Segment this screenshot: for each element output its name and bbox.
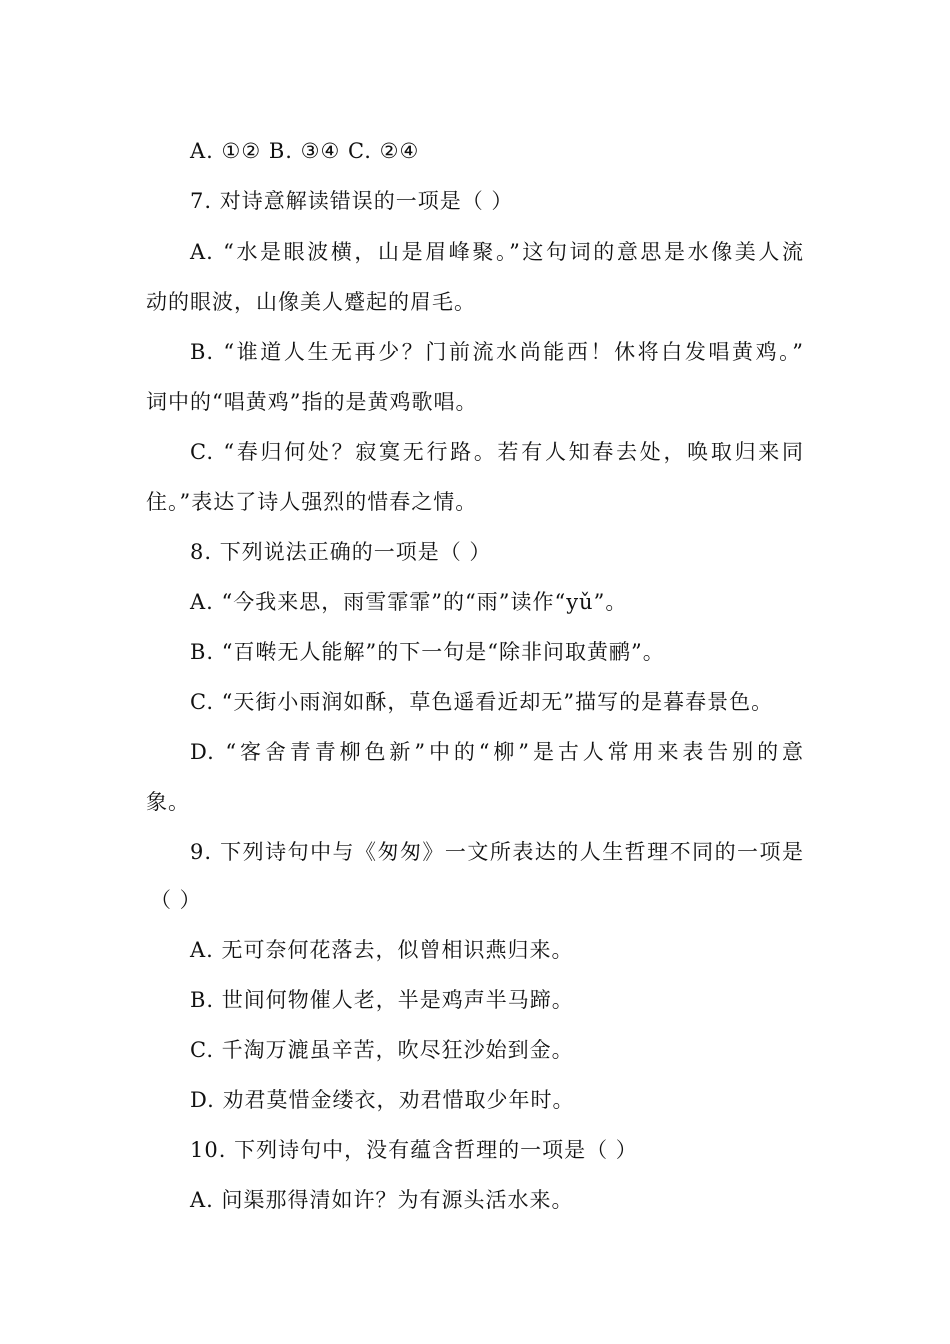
q6-options-line: A. ①② B. ③④ C. ②④ — [190, 139, 420, 163]
q7-option-a-line1: A. “水是眼波横，山是眉峰聚。”这句词的意思是水像美人流 — [190, 240, 804, 264]
q7-option-c-line1: C. “春归何处？寂寞无行路。若有人知春去处，唤取归来同 — [190, 440, 804, 464]
q8-option-a: A. “今我来思，雨雪霏霏”的“雨”读作“yǔ”。 — [190, 590, 628, 614]
q8-option-d-line1: D. “客舍青青柳色新”中的“柳”是古人常用来表告别的意 — [190, 740, 804, 764]
q7-option-b-line1: B. “谁道人生无再少？门前流水尚能西！休将白发唱黄鸡。” — [190, 340, 804, 364]
q7-option-b-line2: 词中的“唱黄鸡”指的是黄鸡歌唱。 — [146, 390, 478, 414]
q7-question: 7. 对诗意解读错误的一项是（ ） — [190, 189, 514, 213]
q10-question: 10. 下列诗句中，没有蕴含哲理的一项是（ ） — [190, 1138, 638, 1162]
q9-option-b: B. 世间何物催人老，半是鸡声半马蹄。 — [190, 988, 574, 1012]
q9-option-d: D. 劝君莫惜金缕衣，劝君惜取少年时。 — [190, 1088, 575, 1112]
q8-question: 8. 下列说法正确的一项是（ ） — [190, 540, 492, 564]
q9-option-a: A. 无可奈何花落去，似曾相识燕归来。 — [190, 938, 574, 962]
q8-option-d-line2: 象。 — [146, 790, 190, 814]
q7-option-c-line2: 住。”表达了诗人强烈的惜春之情。 — [146, 490, 478, 514]
q9-option-c: C. 千淘万漉虽辛苦，吹尽狂沙始到金。 — [190, 1038, 574, 1062]
q10-option-a: A. 问渠那得清如许？为有源头活水来。 — [190, 1188, 574, 1212]
q7-option-a-line2: 动的眼波，山像美人蹙起的眉毛。 — [146, 290, 476, 314]
q9-question-line1: 9. 下列诗句中与《匆匆》一文所表达的人生哲理不同的一项是 — [190, 840, 804, 864]
q8-option-c: C. “天街小雨润如酥，草色遥看近却无”描写的是暮春景色。 — [190, 690, 774, 714]
q9-question-line2: （ ） — [150, 888, 202, 912]
q8-option-b: B. “百啭无人能解”的下一句是“除非问取黄鹂”。 — [190, 640, 665, 664]
